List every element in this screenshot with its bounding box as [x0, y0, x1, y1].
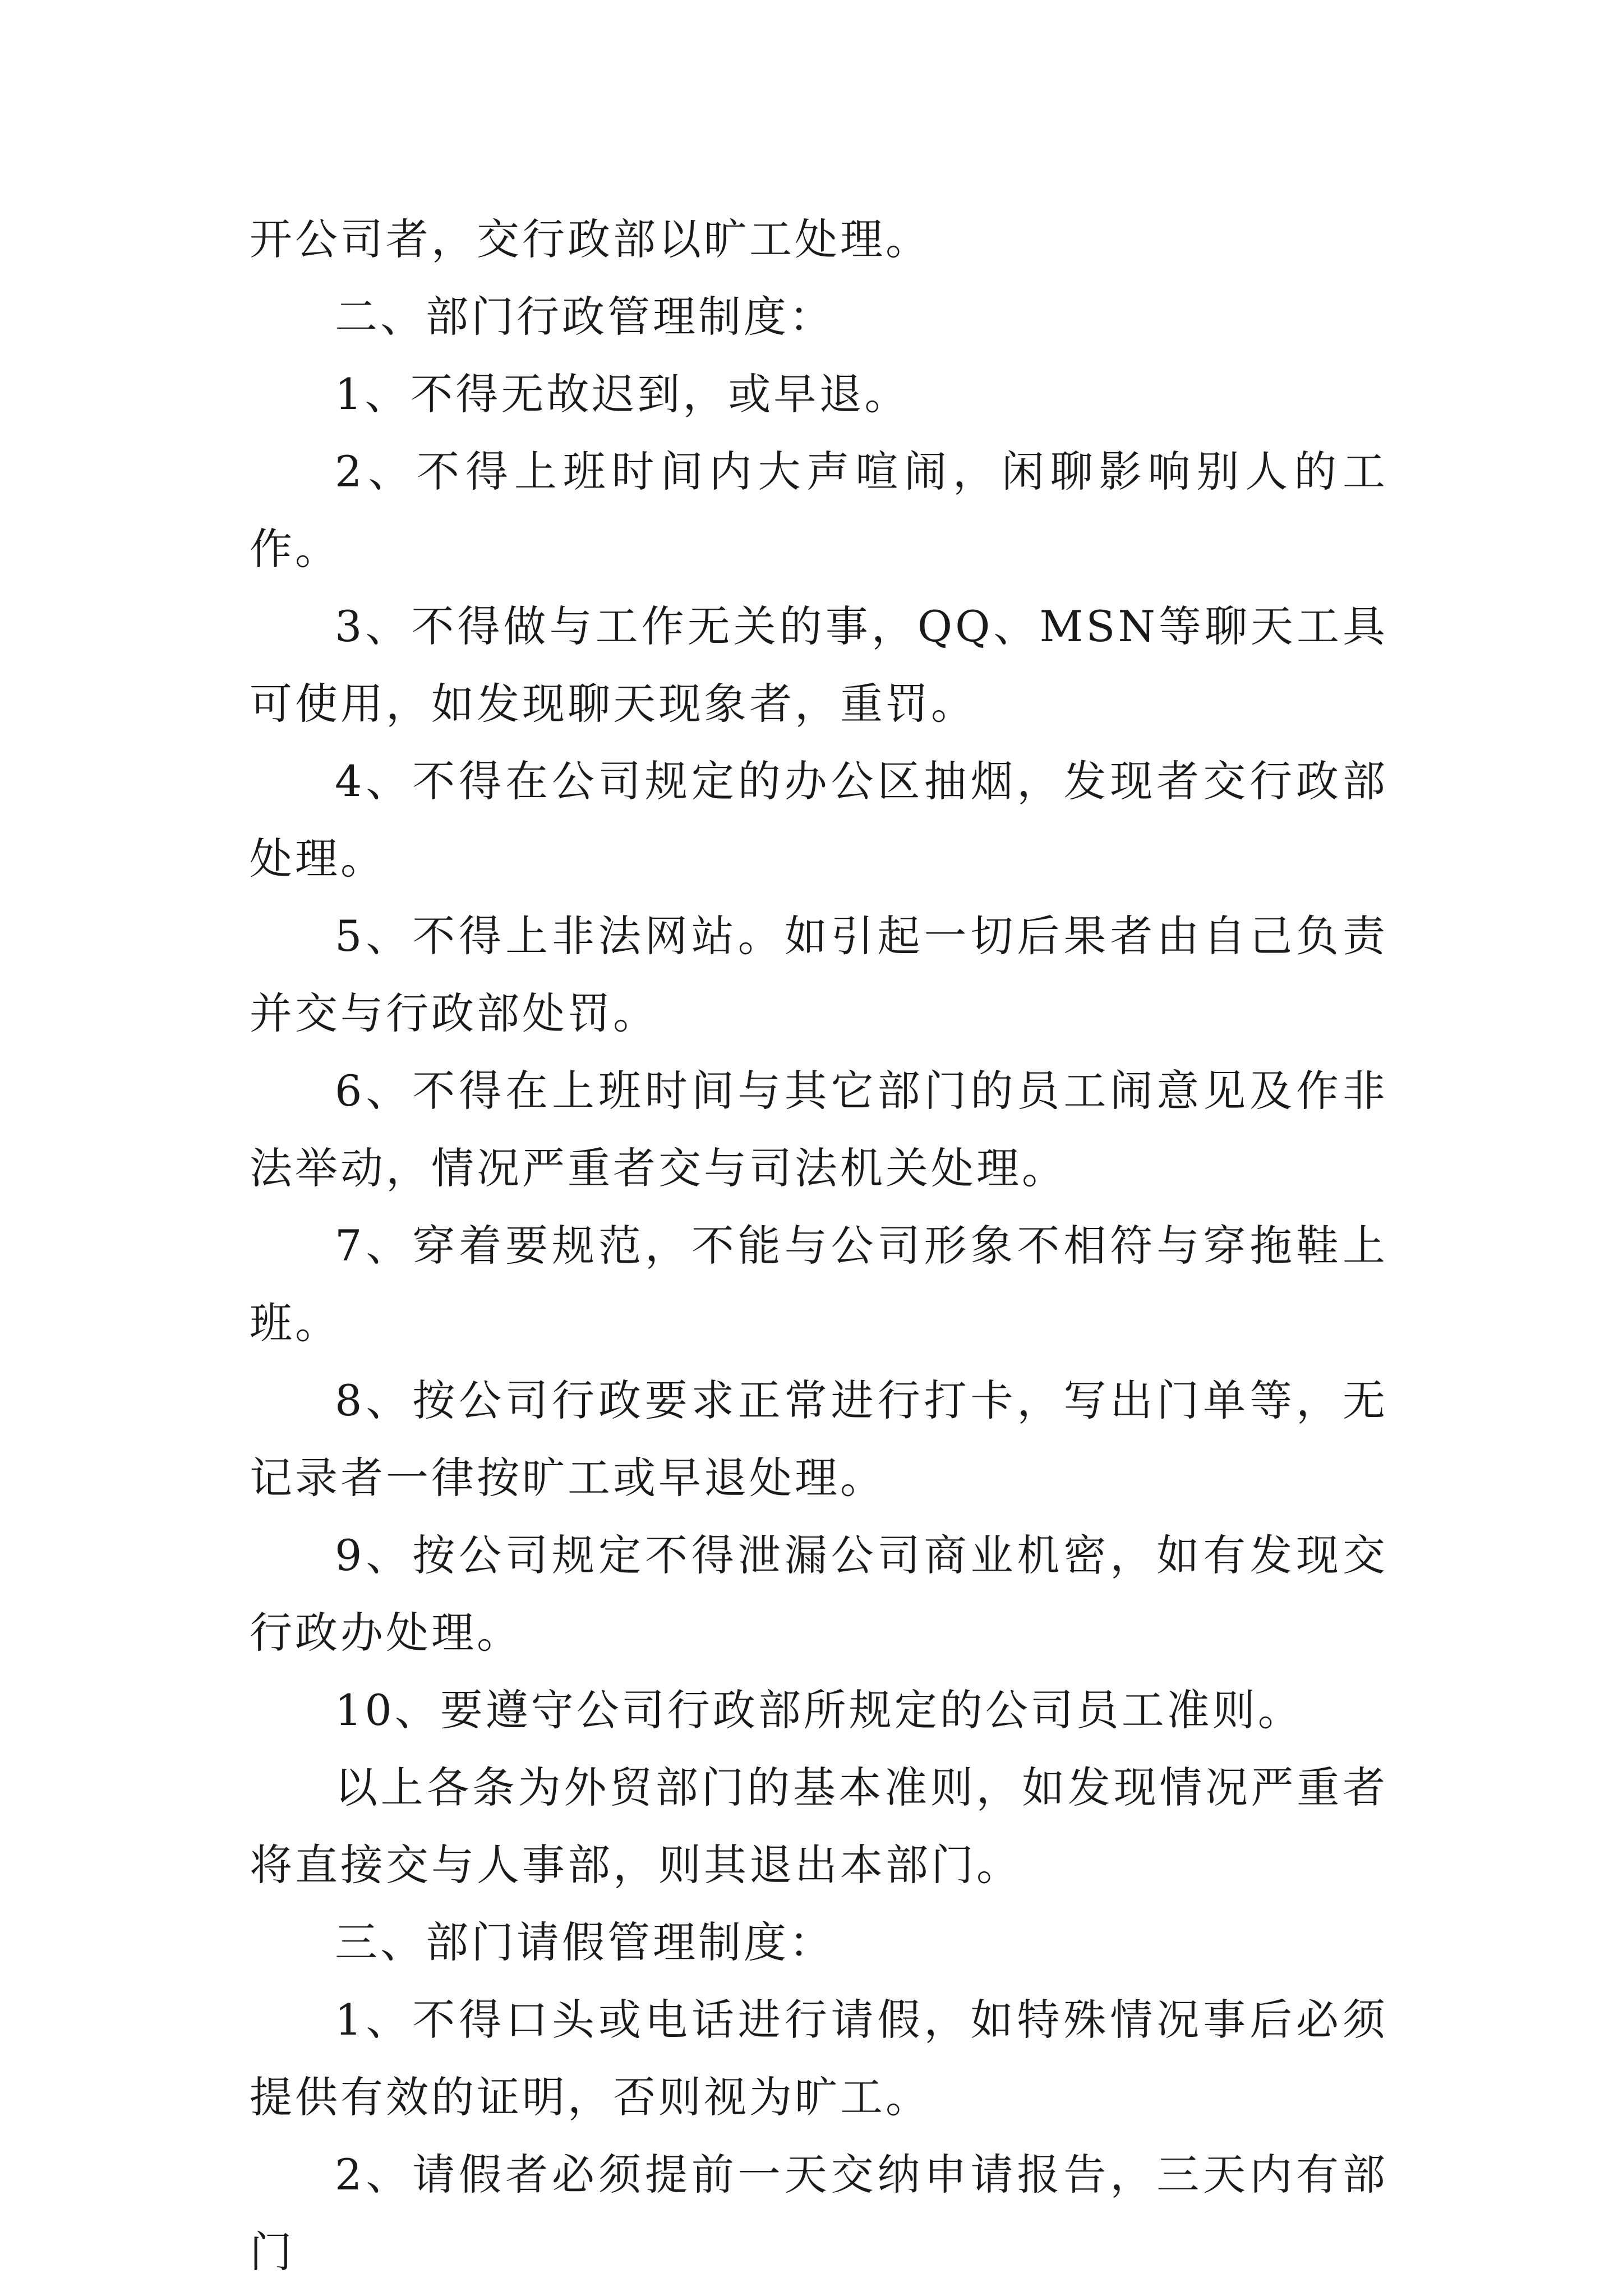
- rules-summary: 以上各条为外贸部门的基本准则，如发现情况严重者将直接交与人事部，则其退出本部门。: [250, 1763, 1388, 1890]
- section-heading-leave-rules: 三、部门请假管理制度：: [335, 1917, 834, 1967]
- paragraph-continuation: 开公司者，交行政部以旷工处理。: [250, 214, 931, 264]
- rule-item-2: 2、不得上班时间内大声喧闹，闲聊影响别人的工作。: [250, 447, 1388, 574]
- leave-item-1: 1、不得口头或电话进行请假，如特殊情况事后必须提供有效的证明，否则视为旷工。: [250, 1995, 1388, 2122]
- document-body: [250, 201, 1388, 2291]
- rule-item-7: 7、穿着要规范，不能与公司形象不相符与穿拖鞋上班。: [250, 1221, 1388, 1348]
- leave-item-2: 2、请假者必须提前一天交纳申请报告，三天内有部门: [250, 2150, 1388, 2277]
- rule-item-4: 4、不得在公司规定的办公区抽烟，发现者交行政部处理。: [250, 756, 1388, 884]
- rule-item-9: 9、按公司规定不得泄漏公司商业机密，如有发现交行政办处理。: [250, 1530, 1388, 1658]
- rule-item-8: 8、按公司行政要求正常进行打卡，写出门单等，无记录者一律按旷工或早退处理。: [250, 1375, 1388, 1503]
- rule-item-5: 5、不得上非法网站。如引起一切后果者由自己负责并交与行政部处罚。: [250, 911, 1388, 1038]
- rule-item-6: 6、不得在上班时间与其它部门的员工闹意见及作非法举动，情况严重者交与司法机关处理。: [250, 1066, 1388, 1193]
- rule-item-3: 3、不得做与工作无关的事，QQ、MSN等聊天工具可使用，如发现聊天现象者，重罚。: [250, 601, 1388, 729]
- rule-item-10: 10、要遵守公司行政部所规定的公司员工准则。: [335, 1685, 1303, 1735]
- section-heading-admin-rules: 二、部门行政管理制度：: [335, 292, 834, 342]
- rule-item-1: 1、不得无故迟到，或早退。: [335, 369, 910, 419]
